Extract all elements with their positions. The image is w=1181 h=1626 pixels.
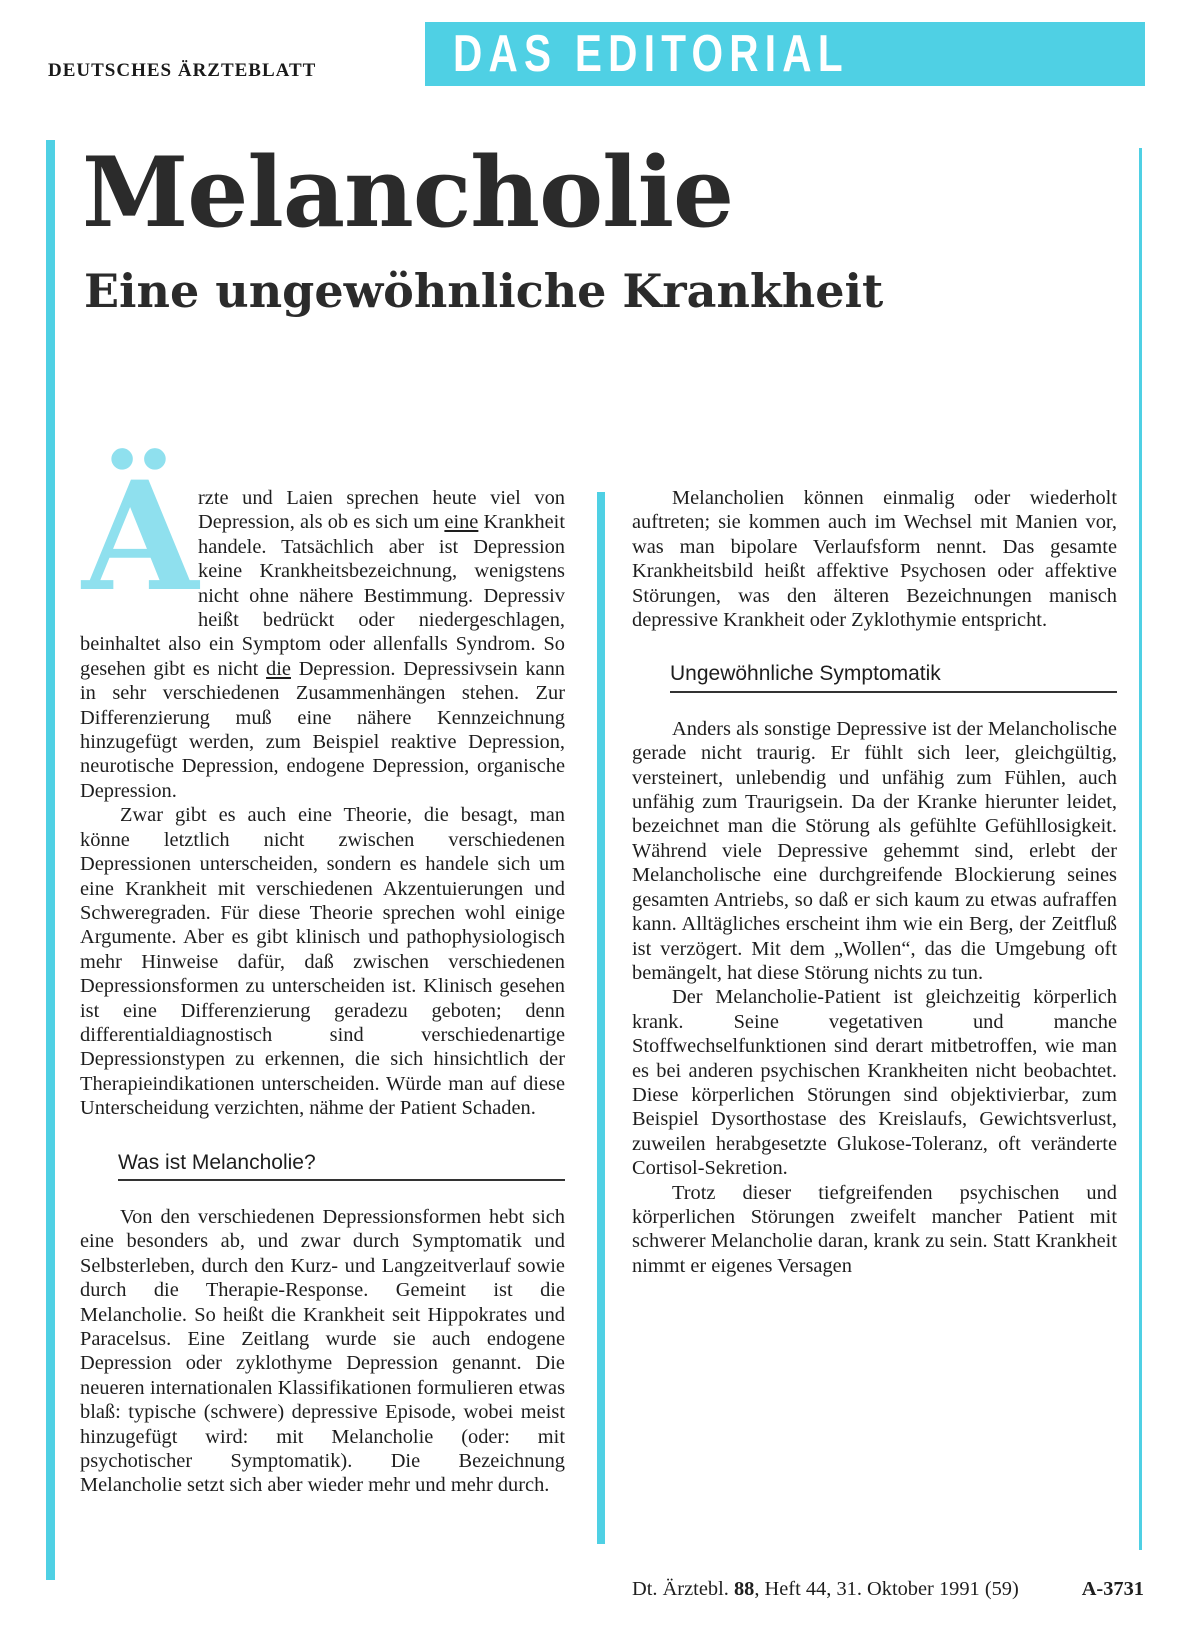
section-heading-1: Was ist Melancholie? <box>118 1151 565 1181</box>
footer-citation: Dt. Ärztebl. 88, Heft 44, 31. Oktober 1991 (59) A-3731 <box>632 1578 1144 1600</box>
paragraph-5: Anders als sonstige Depressive ist der Melancholische gerade nicht traurig. Er fühlt sich leer, gleichgültig, versteinert, unlebendig und unfähig zum Fühlen, auch unfähig zum Traurigsein. Da der Kranke hierunter leidet, bezeichnet man die Störung als gefühlte Gefühllosigkeit. Während viele Depressive gehemmt sind, erlebt der Melancholische eine durchgreifende Blockierung seines gesamten Antriebs, so daß er sich kaum zu etwas aufraffen kann. Alltägliches erscheint ihm wie ein Berg, der Zeitfluß ist verzögert. Mit dem „Wollen“, das die Umgebung oft bemängelt, hat diese Störung nichts zu tun. <box>632 717 1117 984</box>
paragraph-2: Zwar gibt es auch eine Theorie, die besagt, man könne letztlich nicht zwischen verschiedenen Depressionen unterscheiden, sondern es handele sich um eine Krankheit mit verschiedenen Akzentuierungen und Schweregraden. Für diese Theorie sprechen wohl einige Argumente. Aber es gibt klinisch und pathophysiologisch mehr Hinweise dafür, daß zwischen verschiedenen Depressionsformen zu unterscheiden ist. Klinisch gesehen ist eine Differenzierung geradezu geboten; denn differentialdiagnostisch sind verschiedenartige Depressionstypen zu erkennen, die sich hinsichtlich der Therapieindikationen unterscheiden. Würde man auf diese Unterscheidung verzichten, nähme der Patient Schaden. <box>80 804 565 1120</box>
journal-name: DEUTSCHES ÄRZTEBLATT <box>48 60 317 81</box>
paragraph-6: Der Melancholie-Patient ist gleichzeitig körperlich krank. Seine vegetativen und manche Stoffwechselfunktionen sind derart mitbetroffen, wie man es bei anderen psychischen Krankheiten nicht beobachtet. Diese körperlichen Störungen sind objektivierbar, zum Beispiel Dysorthostase des Kreislaufs, Gewichtsverlust, zuweilen herabgesetzte Glukose-Toleranz, oft veränderte Cortisol-Sekretion. <box>632 986 1117 1180</box>
accent-bar-middle <box>597 492 605 1544</box>
column-left <box>80 449 565 1498</box>
section-banner <box>425 22 1145 86</box>
article-subtitle: Eine ungewöhnliche Krankheit <box>84 264 884 318</box>
page-number: A-3731 <box>1081 1578 1144 1600</box>
article-title: Melancholie <box>82 136 734 249</box>
column-right <box>632 486 1117 1278</box>
accent-bar-left <box>46 140 55 1580</box>
section-heading-2: Ungewöhnliche Symptomatik <box>670 662 1117 692</box>
paragraph-7: Trotz dieser tiefgreifenden psychischen und körperlichen Störungen zweifelt mancher Patient mit schwerer Melancholie daran, krank zu sein. Statt Krankheit nimmt er eigenes Versagen <box>632 1181 1117 1277</box>
drop-cap: Ä <box>82 449 199 625</box>
accent-bar-right <box>1139 148 1142 1550</box>
paragraph-4: Melancholien können einmalig oder wiederholt auftreten; sie kommen auch im Wechsel mit Manien vor, was man bipolare Verlaufsform nennt. Das gesamte Krankheitsbild heißt affektive Psychosen oder affektive Störungen, was den älteren Bezeichnungen manisch depressive Krankheit oder Zyklothymie entspricht. <box>632 487 1117 632</box>
paragraph-3: Von den verschiedenen Depressionsformen hebt sich eine besonders ab, und zwar durch Symptomatik und Selbsterleben, durch den Kurz- und Langzeitverlauf sowie durch die Therapie-Response. Gemeint ist die Melancholie. So heißt die Krankheit seit Hippokrates und Paracelsus. Eine Zeitlang wurde sie auch endogene Depression oder zyklothyme Depression genannt. Die neueren internationalen Klassifikationen formulieren etwas blaß: typische (schwere) depressive Episode, wobei meist hinzugefügt wird: mit Melancholie (oder: mit psychotischer Symptomatik). Die Bezeichnung Melancholie setzt sich aber wieder mehr und mehr durch. <box>80 1205 565 1497</box>
paragraph-1: Ä rzte und Laien sprechen heute viel von Depression, als ob es sich um eine Krankheit handele. Tatsächlich aber ist Depression keine Krankheitsbezeichnung, wenigstens nicht ohne nähere Bestimmung. Depressiv heißt bedrückt oder niedergeschlagen, beinhaltet also ein Symptom oder allenfalls Syndrom. So gesehen gibt es nicht die Depression. Depressivsein kann in sehr verschiedenen Zusammenhängen stehen. Zur Differenzierung muß eine nähere Kennzeichnung hinzugefügt werden, zum Beispiel reaktive Depression, neurotische Depression, endogene Depression, organische Depression. <box>80 449 565 802</box>
section-label: DAS EDITORIAL <box>453 25 849 83</box>
